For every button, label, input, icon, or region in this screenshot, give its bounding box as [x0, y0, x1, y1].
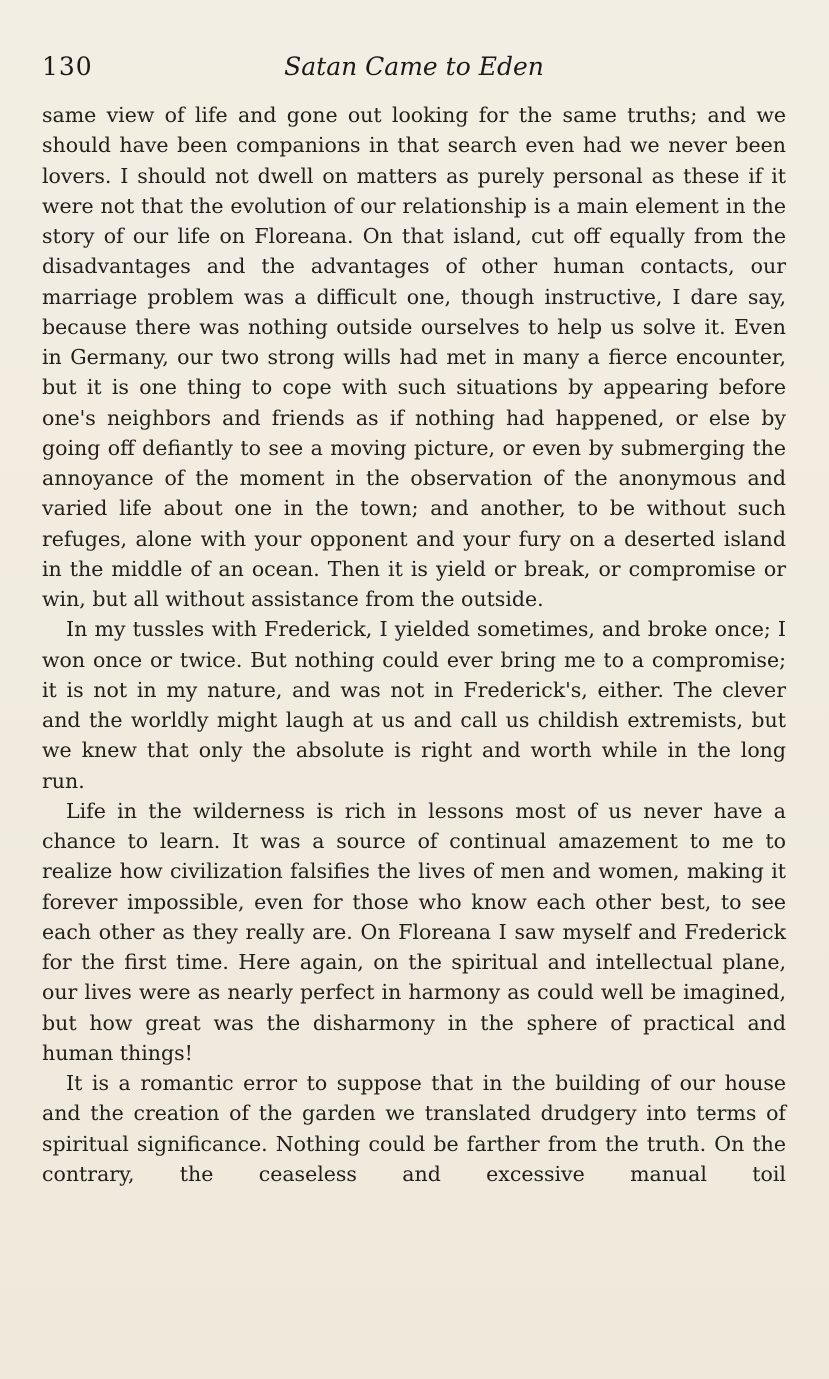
paragraph: Life in the wilderness is rich in lessons most of us never have a chance to learn. It was a source of continual amazement to me to realize how civilization falsifies the lives of men and women, making it forever impossible, even for those who know each other best, to see each other as they really are. On Floreana I saw myself and Frederick for the first time. Here again, on the spiritual and intellectual plane, our lives were as nearly perfect in harmony as could well be imagined, but how great was the disharmony in the sphere of practical and human things! [42, 798, 786, 1065]
paragraph: same view of life and gone out looking for the same truths; and we should have been companions in that search even had we never been lovers. I should not dwell on matters as purely personal as these if it were not that the evolution of our relationship is a main element in the story of our life on Floreana. On that island, cut off equally from the disadvantages and the advantages of other human contacts, our marriage problem was a difficult one, though instructive, I dare say, because there was nothing outside ourselves to help us solve it. Even in Germany, our two strong wills had met in many a fierce encounter, but it is one thing to cope with such situations by appearing before one's neighbors and friends as if nothing had happened, or else by going off defiantly to see a moving picture, or even by submerging the annoyance of the moment in the observation of the anonymous and varied life about one in the town; and another, to be without such refuges, alone with your opponent and your fury on a deserted island in the middle of an ocean. Then it is yield or break, or compromise or win, but all without assistance from the outside. [42, 103, 786, 611]
paragraph: In my tussles with Frederick, I yielded sometimes, and broke once; I won once or twice. But nothing could ever bring me to a compromise; it is not in my nature, and was not in Frederick's, either. The clever and the worldly might laugh at us and call us childish extremists, but we knew that only the absolute is right and worth while in the long run. [42, 617, 786, 793]
page-number: 130 [42, 52, 93, 81]
running-title: Satan Came to Eden [284, 52, 544, 81]
running-header [42, 52, 786, 92]
paragraph: It is a romantic error to suppose that in the building of our house and the creation of the garden we translated drudgery into terms of spiritual significance. Nothing could be farther from the truth. On the contrary, the ceaseless and excessive manual toil [42, 1071, 786, 1186]
body-text [42, 100, 786, 1189]
